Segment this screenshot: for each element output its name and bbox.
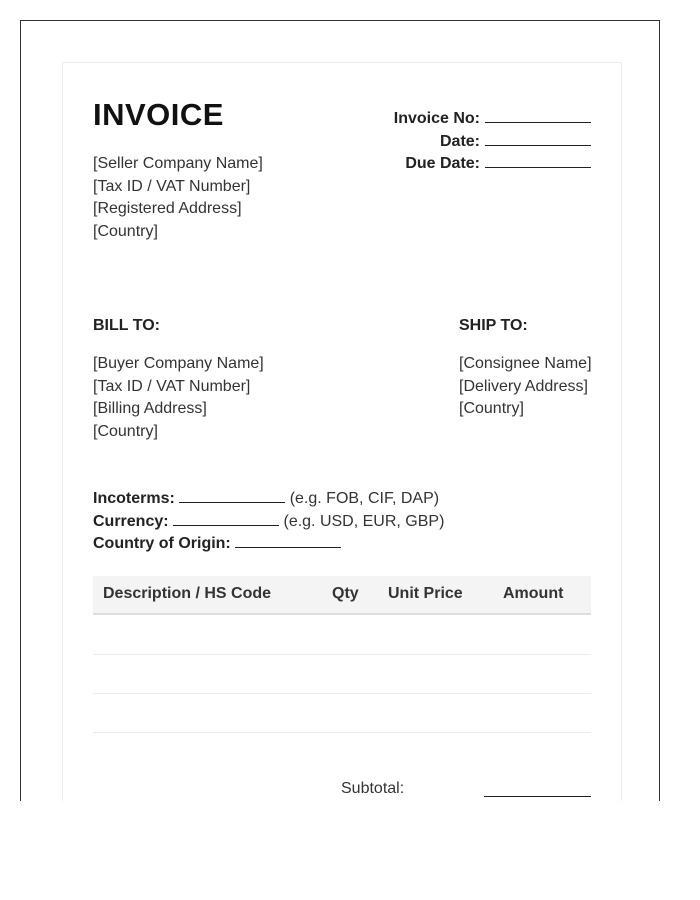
country-of-origin-field[interactable] — [235, 533, 341, 548]
bill-to-block — [93, 353, 264, 443]
trade-terms — [93, 488, 444, 556]
column-amount: Amount — [503, 585, 564, 602]
country-of-origin-label: Country of Origin: — [93, 535, 231, 552]
bill-to-heading: BILL TO: — [93, 317, 160, 334]
invoice-date-field[interactable] — [485, 131, 591, 146]
buyer-tax-id: [Tax ID / VAT Number] — [93, 377, 251, 395]
consignee-name: [Consignee Name] — [459, 355, 592, 372]
buyer-country: [Country] — [93, 422, 158, 440]
invoice-number-field[interactable] — [485, 108, 591, 123]
ship-to-block — [459, 353, 592, 421]
column-qty: Qty — [332, 585, 359, 602]
subtotal-field[interactable] — [484, 782, 591, 797]
incoterms-field[interactable] — [179, 488, 285, 503]
invoice-page — [62, 62, 622, 801]
currency-hint: (e.g. USD, EUR, GBP) — [283, 512, 445, 530]
invoice-title: INVOICE — [93, 97, 224, 132]
seller-address: [Registered Address] — [93, 200, 242, 217]
column-unit-price: Unit Price — [388, 585, 463, 602]
seller-company-name: [Seller Company Name] — [93, 155, 263, 172]
invoice-number-row — [394, 108, 591, 131]
seller-tax-id: [Tax ID / VAT Number] — [93, 177, 251, 195]
incoterms-hint: (e.g. FOB, CIF, DAP) — [289, 490, 440, 507]
country-of-origin-row — [93, 533, 444, 556]
invoice-meta — [394, 108, 591, 176]
currency-row — [93, 511, 444, 534]
due-date-field[interactable] — [485, 153, 591, 168]
items-table-header — [93, 576, 591, 615]
billing-address: [Billing Address] — [93, 400, 207, 417]
currency-label: Currency: — [93, 512, 169, 530]
table-row-divider — [93, 732, 591, 733]
ship-to-country: [Country] — [459, 400, 524, 417]
buyer-company-name: [Buyer Company Name] — [93, 355, 264, 372]
seller-block — [93, 153, 263, 243]
column-description: Description / HS Code — [103, 585, 272, 602]
incoterms-row — [93, 488, 444, 511]
due-date-label: Due Date: — [405, 155, 480, 172]
document-frame — [20, 20, 660, 801]
invoice-date-label: Date: — [439, 132, 480, 150]
delivery-address: [Delivery Address] — [459, 377, 588, 395]
table-row-divider — [93, 654, 591, 655]
due-date-row — [394, 153, 591, 176]
invoice-date-row — [394, 131, 591, 154]
seller-country: [Country] — [93, 222, 158, 240]
table-row-divider — [93, 693, 591, 694]
subtotal-label: Subtotal: — [341, 780, 405, 797]
incoterms-label: Incoterms: — [93, 490, 175, 507]
invoice-number-label: Invoice No: — [393, 110, 480, 127]
currency-field[interactable] — [173, 511, 279, 526]
ship-to-heading: SHIP TO: — [459, 317, 528, 334]
subtotal-row — [484, 782, 591, 801]
